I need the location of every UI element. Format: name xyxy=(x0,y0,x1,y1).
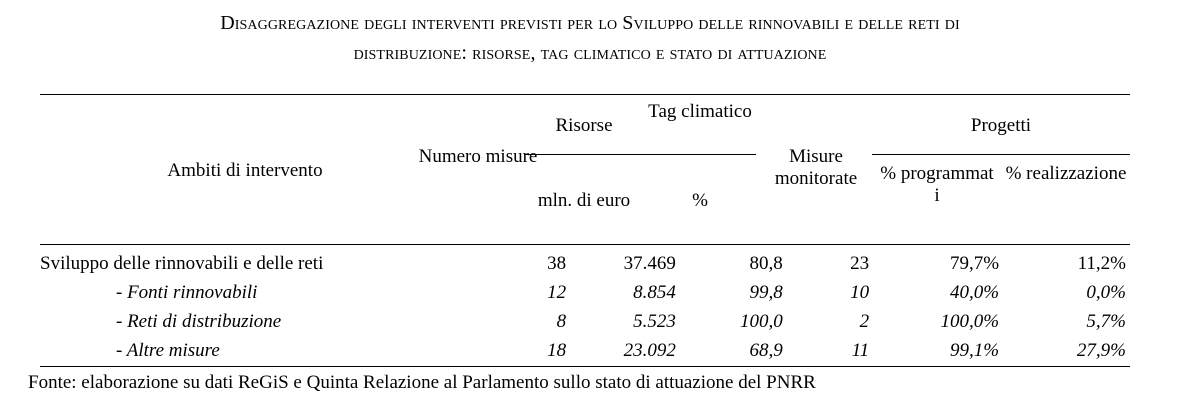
cell-numero: 18 xyxy=(547,340,567,361)
cell-numero: 38 xyxy=(547,253,567,274)
cell-risorse: 37.469 xyxy=(623,253,676,274)
cell-numero: 12 xyxy=(547,282,567,303)
cell-ambito: Sviluppo delle rinnovabili e delle reti xyxy=(40,253,324,274)
cell-realizzazione: 5,7% xyxy=(1086,311,1126,332)
table-row xyxy=(40,278,1130,307)
bottom-rule xyxy=(40,366,1130,367)
cell-ambito: - Reti di distribuzione xyxy=(116,311,282,332)
cell-monitorate: 11 xyxy=(851,340,870,361)
cell-programmati: 99,1% xyxy=(949,340,1000,361)
table-body xyxy=(40,249,1130,365)
cell-monitorate: 2 xyxy=(859,311,870,332)
top-rule xyxy=(40,94,1130,95)
cell-programmati: 79,7% xyxy=(949,253,1000,274)
cell-realizzazione: 11,2% xyxy=(1077,253,1126,274)
cell-tag: 68,9 xyxy=(749,340,783,361)
header-tag-unit: % xyxy=(692,190,708,211)
cell-ambito: - Fonti rinnovabili xyxy=(116,282,258,303)
header-ambiti: Ambiti di intervento xyxy=(167,160,323,181)
header-risorse-subrule xyxy=(524,154,756,155)
table-row-total xyxy=(40,249,1130,278)
cell-risorse: 5.523 xyxy=(633,311,676,332)
header-bottom-rule xyxy=(40,244,1130,245)
table-title xyxy=(0,8,1180,68)
header-misure-monitorate: Misure monitorate xyxy=(774,146,858,189)
title-line-2: distribuzione: risorse, tag climatico e stato di attuazione xyxy=(353,42,827,64)
cell-risorse: 8.854 xyxy=(633,282,676,303)
cell-tag: 80,8 xyxy=(749,253,783,274)
cell-realizzazione: 0,0% xyxy=(1086,282,1126,303)
header-risorse-unit: mln. di euro xyxy=(537,190,631,211)
header-numero-misure: Numero misure xyxy=(418,146,538,167)
cell-risorse: 23.092 xyxy=(623,340,676,361)
cell-monitorate: 23 xyxy=(850,253,870,274)
title-line-1: Disaggregazione degli interventi previsti per lo Sviluppo delle rinnovabili e delle reti di xyxy=(220,12,960,34)
header-risorse: Risorse xyxy=(555,115,613,136)
header-progetti: Progetti xyxy=(970,115,1032,136)
table-row xyxy=(40,307,1130,336)
cell-realizzazione: 27,9% xyxy=(1076,340,1126,361)
source-note: Fonte: elaborazione su dati ReGiS e Quinta Relazione al Parlamento sullo stato di attuazione del PNRR xyxy=(28,372,816,393)
table-row xyxy=(40,336,1130,365)
header-perc-programmati: % programmati xyxy=(880,163,994,206)
cell-numero: 8 xyxy=(556,311,567,332)
header-tag-climatico: Tag climatico xyxy=(648,101,752,122)
header-perc-realizzazione: % realizzazione xyxy=(1005,163,1127,184)
cell-monitorate: 10 xyxy=(850,282,870,303)
cell-tag: 99,8 xyxy=(749,282,783,303)
cell-ambito: - Altre misure xyxy=(116,340,220,361)
cell-tag: 100,0 xyxy=(740,311,783,332)
header-progetti-subrule xyxy=(872,154,1130,155)
cell-programmati: 100,0% xyxy=(940,311,1000,332)
cell-programmati: 40,0% xyxy=(949,282,1000,303)
